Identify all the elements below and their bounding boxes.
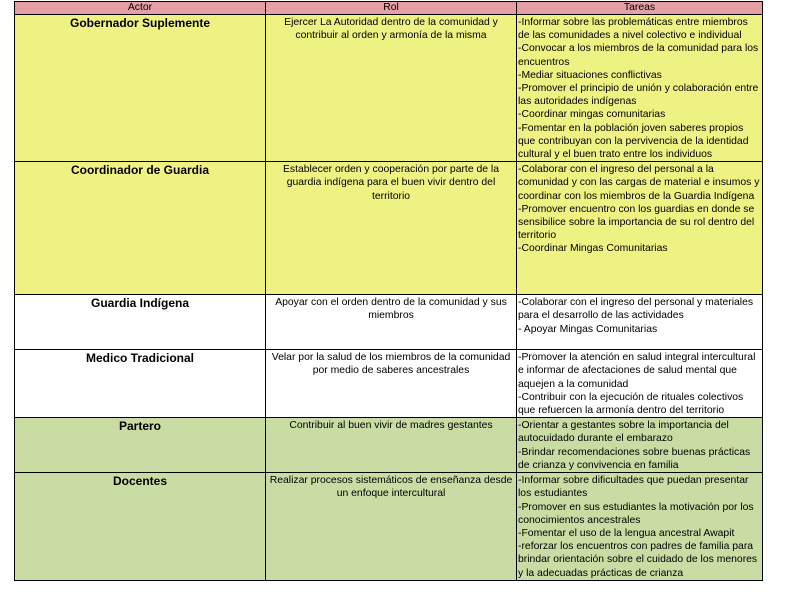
task-item: -Informar sobre dificultades que puedan presentar los estudiantes [518, 475, 749, 500]
table-row [15, 15, 763, 162]
tareas-cell [517, 162, 763, 295]
rol-cell: Realizar procesos sistemáticos de enseñanza desde un enfoque intercultural [266, 473, 517, 581]
tareas-cell [517, 350, 763, 418]
task-item: -Colaborar con el ingreso del personal a la comunidad y con las cargas de material e insumos y coordinar con los miembros de la Guardia Indígena [518, 164, 760, 202]
task-item: -Colaborar con el ingreso del personal y materiales para el desarrollo de las actividades [518, 297, 754, 322]
task-item: -Brindar recomendaciones sobre buenas prácticas de crianza y convivencia en familia [518, 446, 751, 471]
task-item: -Fomentar en la población joven saberes propios que contribuyan con la pervivencia de la identidad cultural y el buen trato entre los individuos [518, 122, 749, 161]
task-item: -reforzar los encuentros con padres de familia para brindar orientación sobre el cuidado de los menores y la adecuadas prácticas de crianza [518, 541, 758, 579]
header-tareas: Tareas [517, 2, 763, 15]
actor-cell: Guardia Indígena [15, 295, 266, 350]
tareas-cell [517, 15, 763, 162]
task-item: -Coordinar Mingas Comunitarias [518, 243, 668, 255]
actor-cell: Docentes [15, 473, 266, 581]
task-item: -Mediar situaciones conflictivas [518, 69, 662, 81]
task-item: -Promover encuentro con los guardias en donde se sensibilice sobre la importancia de su rol dentro del territorio [518, 203, 755, 242]
rol-cell: Ejercer La Autoridad dentro de la comunidad y contribuir al orden y armonía de la misma [266, 15, 517, 162]
task-item: -Convocar a los miembros de la comunidad para los encuentros [518, 43, 759, 68]
table-row [15, 473, 763, 581]
task-item: - Apoyar Mingas Comunitarias [518, 323, 658, 335]
task-item: -Informar sobre las problemáticas entre miembros de las comunidades a nivel colectivo e individual [518, 17, 748, 42]
task-item: -Promover el principio de unión y colaboración entre las autoridades indígenas [518, 83, 759, 108]
table-row [15, 418, 763, 473]
task-item: -Promover en sus estudiantes la motivación por los conocimientos ancestrales [518, 501, 754, 526]
task-item: -Orientar a gestantes sobre la importancia del autocuidado durante el embarazo [518, 420, 729, 445]
actor-cell: Partero [15, 418, 266, 473]
rol-cell: Apoyar con el orden dentro de la comunidad y sus miembros [266, 295, 517, 350]
tareas-cell [517, 418, 763, 473]
rol-cell: Establecer orden y cooperación por parte de la guardia indígena para el buen vivir dentro del territorio [266, 162, 517, 295]
actor-cell: Medico Tradicional [15, 350, 266, 418]
header-row [15, 2, 763, 15]
task-item: -Promover la atención en salud integral intercultural e informar de afectaciones de salud mental que aquejen a la comunidad [518, 352, 756, 390]
tareas-cell [517, 473, 763, 581]
actor-cell: Gobernador Suplemente [15, 15, 266, 162]
header-actor: Actor [15, 2, 266, 15]
rol-cell: Contribuir al buen vivir de madres gestantes [266, 418, 517, 473]
table-row [15, 295, 763, 350]
actor-cell: Coordinador de Guardia [15, 162, 266, 295]
roles-table [14, 1, 763, 581]
task-item: -Coordinar mingas comunitarias [518, 109, 666, 121]
rol-cell: Velar por la salud de los miembros de la comunidad por medio de saberes ancestrales [266, 350, 517, 418]
tareas-cell [517, 295, 763, 350]
header-rol: Rol [266, 2, 517, 15]
task-item: -Fomentar el uso de la lengua ancestral Awapit [518, 528, 735, 540]
table-row [15, 162, 763, 295]
table-row [15, 350, 763, 418]
task-item: -Contribuir con la ejecución de rituales colectivos que refuercen la armonía dentro del territorio [518, 391, 744, 417]
